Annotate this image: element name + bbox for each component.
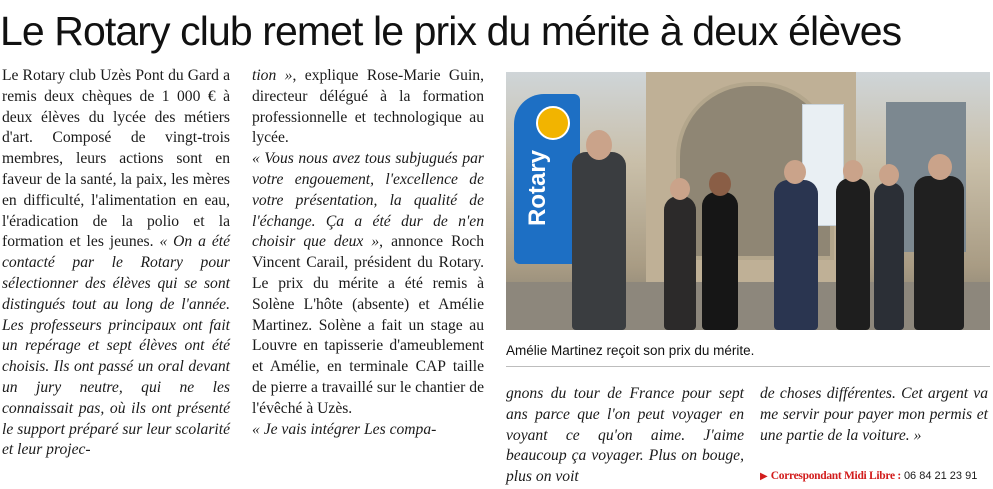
- article-quote-martinez-end: de choses différentes. Cet argent va me servir pour payer mon permis et une partie de la voiture. »: [760, 385, 988, 444]
- person-figure: [572, 152, 626, 330]
- correspondent-credit: [760, 468, 988, 484]
- rotary-wheel-icon: [536, 106, 570, 140]
- article-quote-martinez-mid: gnons du tour de France pour sept ans parce que l'on peut voyager en voyant ce qu'on aime. J'aime beaucoup ça voyager. Plus on bouge, plus on voit: [506, 385, 744, 486]
- person-head: [670, 178, 690, 200]
- article-paragraph-prize: , annonce Roch Vincent Carail, président du Rotary. Le prix du mérite a été remis à Solène L'hôte (absente) et Amélie Martinez. Solène a fait un stage au Louvre en tapisserie d'ameublement et Amélie, en terminale CAP taille de pierre a travaillé sur le chantier de l'évêché à Uzès.: [252, 233, 485, 417]
- person-figure: [874, 182, 904, 330]
- person-figure: [664, 196, 696, 330]
- article-quote-carail: « Vous nous avez tous subjugués par votre engouement, l'excellence de votre présentation, la qualité de l'échange. Ça a été dur de n'en choisir que deux »: [252, 150, 484, 251]
- article-column-3: [506, 384, 744, 488]
- article-quote-guin: « On a été contacté par le Rotary pour sélectionner des élèves qui se sont distingués tout au long de l'année. Les professeurs principaux ont fait un repérage et sept élèves ont été choisis. Ils ont passé un oral devant un jury neutre, qui ne les connaissait pas, où ils ont présenté le support préparé sur leur scolarité et leur projec-: [2, 233, 231, 459]
- article-paragraph-intro: Le Rotary club Uzès Pont du Gard a remis deux chèques de 1 000 € à deux élèves du lycée des métiers d'art. Composé de vingt-trois membres, leurs actions sont en faveur de la santé, la paix, les mères en difficulté, l'alimentation en eau, l'éradication de la polio et la formation et les jeunes.: [2, 67, 230, 251]
- photo-caption: Amélie Martinez reçoit son prix du mérite.: [506, 336, 990, 367]
- person-figure: [774, 180, 818, 330]
- article-column-2: [252, 66, 484, 440]
- article-attribution-guin: , explique Rose-Marie Guin, directeur délégué à la formation professionnelle et technologique au lycée.: [252, 67, 484, 147]
- person-figure: [836, 178, 870, 330]
- triangle-right-icon: ▶: [760, 471, 768, 482]
- person-figure: [914, 176, 964, 330]
- person-head: [784, 160, 806, 184]
- rotary-banner-text: Rotary: [524, 149, 551, 226]
- person-figure: [702, 192, 738, 330]
- credit-label: Correspondant Midi Libre :: [770, 470, 901, 482]
- person-head: [709, 172, 731, 196]
- person-head: [879, 164, 899, 186]
- article-column-4: [760, 384, 988, 446]
- article-quote-guin-end: tion »: [252, 67, 293, 84]
- article-headline: Le Rotary club remet le prix du mérite à deux élèves: [0, 8, 902, 54]
- article-quote-martinez-start: « Je vais intégrer Les compa-: [252, 420, 437, 438]
- article-column-1: [2, 66, 230, 461]
- credit-phone: 06 84 21 23 91: [903, 470, 978, 482]
- rotary-banner: [514, 94, 580, 264]
- person-head: [586, 130, 612, 160]
- article-photo: [506, 72, 990, 330]
- person-head: [843, 160, 863, 182]
- person-head: [928, 154, 952, 180]
